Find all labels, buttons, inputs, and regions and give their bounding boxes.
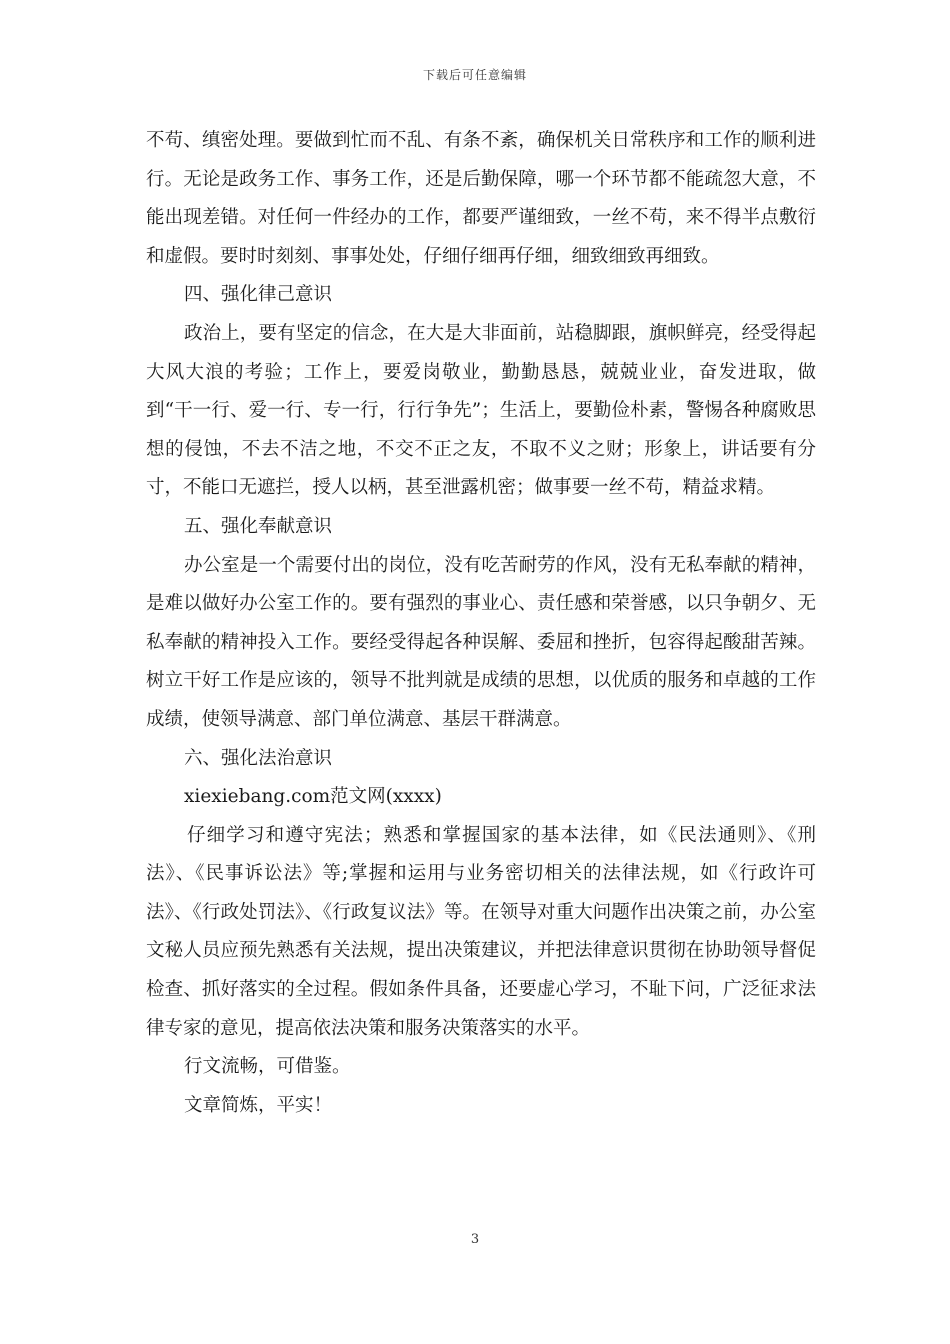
section-heading-5: 五、强化奉献意识 <box>184 515 333 537</box>
paragraph-section-6: 仔细学习和遵守宪法；熟悉和掌握国家的基本法律，如《民法通则》、《刑法》、《民事诉讼法》等;掌握和运用与业务密切相关的法律法规，如《行政许可法》、《行政处罚法》、《行政复议法》等。在领导对重大问题作出决策之前，办公室文秘人员应预先熟悉有关法规，提出决策建议，并把法律意识贯彻在协助领导督促检查、抓好落实的全过程。假如条件具备，还要虚心学习，不耻下问，广泛征求法律专家的意见，提高依法决策和服务决策落实的水平。 <box>146 824 816 1039</box>
paragraph-continued: 不苟、缜密处理。要做到忙而不乱、有条不紊，确保机关日常秩序和工作的顺利进行。无论是政务工作、事务工作，还是后勤保障，哪一个环节都不能疏忽大意，不能出现差错。对任何一件经办的工作，都要严谨细致，一丝不苟，来不得半点敷衍和虚假。要时时刻刻、事事处处，仔细仔细再仔细，细致细致再细致。 <box>146 130 816 267</box>
paragraph-section-4: 政治上，要有坚定的信念，在大是大非面前，站稳脚跟，旗帜鲜亮，经受得起大风大浪的考验；工作上，要爱岗敬业，勤勤恳恳，兢兢业业，奋发进取，做到“干一行、爱一行、专一行，行行争先”；生活上，要勤俭朴素，警惕各种腐败思想的侵蚀，不去不洁之地，不交不正之友，不取不义之财；形象上，讲话要有分寸，不能口无遮拦，授人以柄，甚至泄露机密；做事要一丝不苟，精益求精。 <box>146 322 816 499</box>
source-line: xiexiebang.com范文网(xxxx) <box>184 786 442 808</box>
comment-line-1: 行文流畅，可借鉴。 <box>184 1056 351 1078</box>
document-body <box>146 122 816 1125</box>
page-number: 3 <box>470 1232 480 1247</box>
section-heading-6: 六、强化法治意识 <box>184 747 333 769</box>
comment-line-2: 文章简炼，平实！ <box>184 1094 333 1116</box>
page-header: 下载后可任意编辑 <box>422 68 527 82</box>
section-heading-4: 四、强化律己意识 <box>184 284 333 306</box>
paragraph-section-5: 办公室是一个需要付出的岗位，没有吃苦耐劳的作风，没有无私奉献的精神，是难以做好办公室工作的。要有强烈的事业心、责任感和荣誉感，以只争朝夕、无私奉献的精神投入工作。要经受得起各种误解、委屈和挫折，包容得起酸甜苦辣。树立干好工作是应该的，领导不批判就是成绩的思想，以优质的服务和卓越的工作成绩，使领导满意、部门单位满意、基层干群满意。 <box>146 554 816 730</box>
